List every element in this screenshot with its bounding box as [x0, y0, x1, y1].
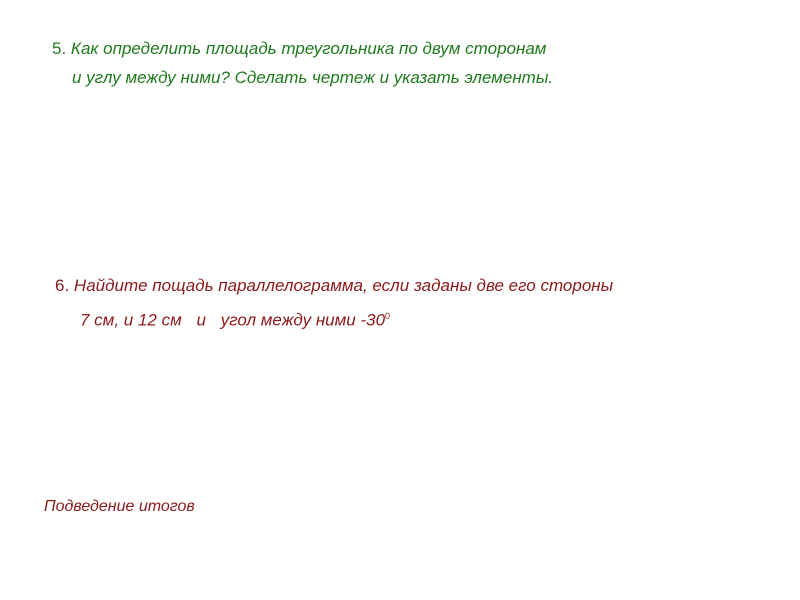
question-5-line-2 — [72, 67, 553, 89]
summary-text: Подведение итогов — [44, 498, 195, 515]
question-5-text-1: Как определить площадь треугольника по двум сторонам — [70, 39, 547, 58]
question-6-number: 6. — [55, 276, 70, 295]
question-6-line-2 — [80, 305, 390, 332]
question-6-angle: угол между ними -30 — [220, 310, 386, 330]
question-5-line-1 — [52, 38, 546, 60]
question-6-line-1 — [55, 275, 613, 297]
question-6-conjunction: и — [196, 310, 206, 330]
question-6-sides: 7 см, и 12 см — [80, 310, 182, 330]
question-5-number: 5. — [52, 39, 67, 58]
degree-sign: 0 — [385, 311, 391, 321]
summary-heading — [44, 496, 195, 518]
question-5-text-2: и углу между ними? Сделать чертеж и указать элементы. — [72, 68, 554, 87]
question-6-text-1: Найдите пощадь параллелограмма, если заданы две его стороны — [73, 276, 614, 295]
